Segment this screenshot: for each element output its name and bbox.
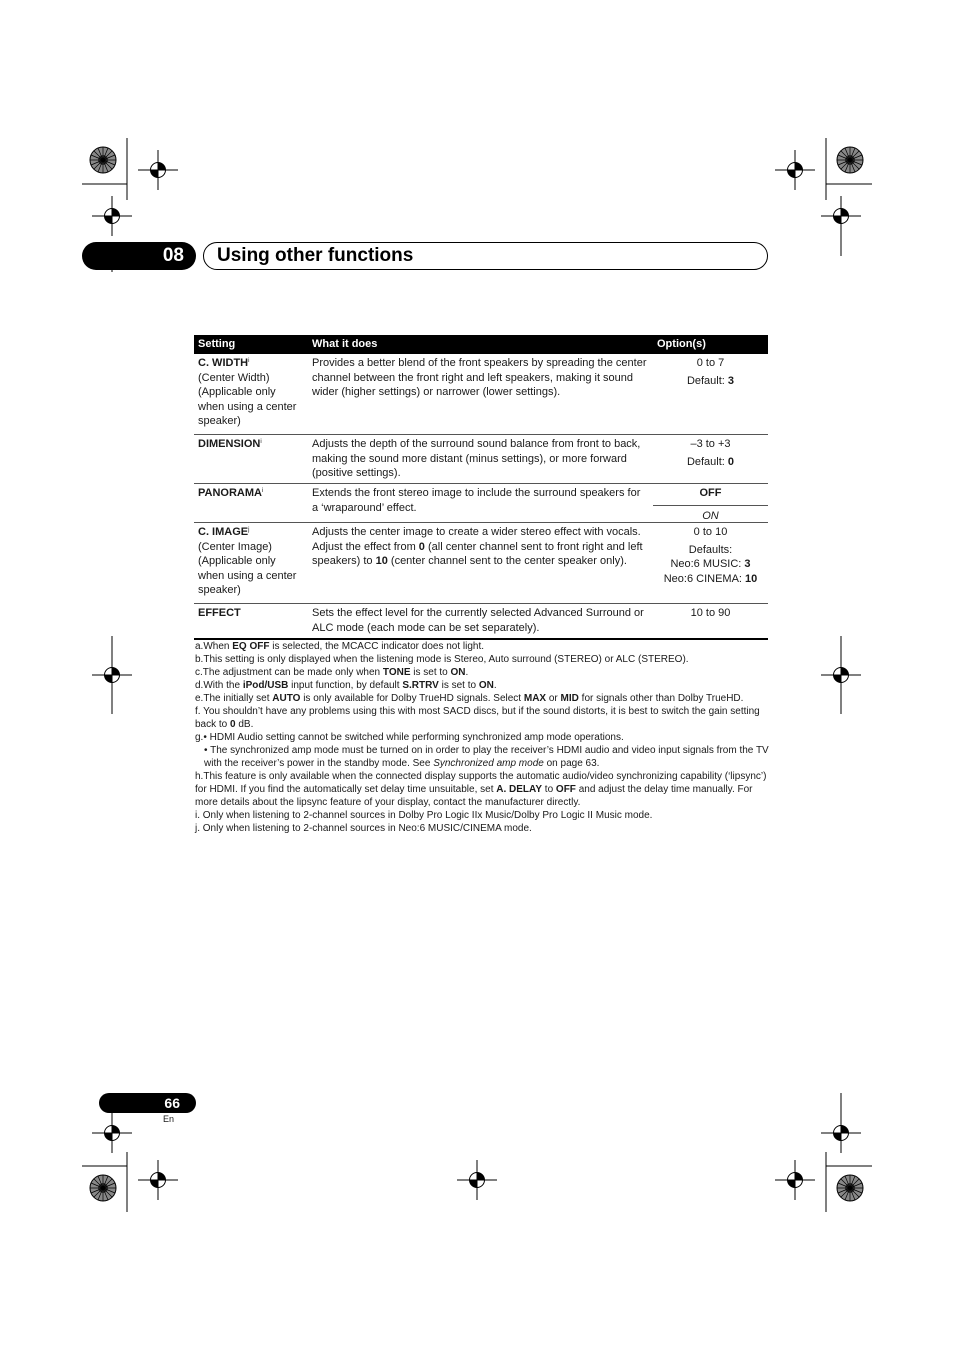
footnote-d: d.With the iPod/USB input function, by default S.RTRV is set to ON. (195, 680, 497, 691)
default-label: Neo:6 MUSIC: (670, 558, 742, 570)
option-on: ON (702, 509, 719, 522)
footnote-ref: i (261, 488, 264, 494)
setting-subtitle: (Center Width) (Applicable only when using a center speaker) (198, 371, 297, 427)
option-range: 0 to 7 (696, 357, 725, 369)
footnote-e: e.The initially set AUTO is only available for Dolby TrueHD signals. Select MAX or MID for signals other than Dolby TrueHD. (195, 693, 744, 704)
page-language: En (163, 1114, 175, 1124)
footnote-ref: i (248, 358, 250, 364)
option-range: –3 to +3 (690, 438, 731, 450)
defaults-label: Defaults: (688, 543, 733, 556)
footnote-c: c.The adjustment can be made only when TONE is set to ON. (195, 667, 469, 678)
setting-subtitle: (Center Image) (Applicable only when using a center speaker) (198, 540, 297, 596)
desc-text: (center channel sent to the center speaker only). (387, 555, 627, 567)
table-header (194, 335, 768, 354)
footnote-g: g.• HDMI Audio setting cannot be switched while performing synchronized amp mode operations. (195, 732, 624, 743)
table-row (194, 604, 768, 640)
option-default (653, 455, 768, 470)
setting-name: C. IMAGE (198, 526, 249, 538)
setting-cell (194, 354, 308, 434)
desc-text: (all center channel sent to front right and left speakers) to (312, 540, 643, 567)
table-row (194, 523, 768, 604)
options-cell (653, 523, 768, 603)
page-number-badge (99, 1093, 196, 1113)
description-cell (308, 523, 653, 603)
chapter-number: 08 (162, 245, 184, 266)
settings-table (194, 335, 768, 640)
desc-text: Adjusts the center image to create a wider stereo effect with vocals. Adjust the effect from (312, 526, 641, 553)
table-row (194, 435, 768, 484)
header-options: Option(s) (657, 338, 706, 351)
footnotes (195, 640, 770, 835)
footnote-g-bullet: • The synchronized amp mode must be turned on in order to play the receiver’s HDMI audio and video input signals from the TV with the receiver’s power in the standby mode. See Synchronized amp mode on page 63. (204, 745, 769, 769)
default-value: 10 (745, 572, 758, 585)
footnote-h: h.This feature is only available when the connected display supports the automatic audio/video synchronizing capability (‘lipsync’) for HDMI. If you find the automatically set delay time unsuitable, set A. DELAY to OFF and adjust the delay time manually. For more details about the lipsync feature of your display, contact the manufacturer directly. (195, 771, 767, 808)
setting-name: C. WIDTH (198, 357, 249, 369)
setting-cell (194, 604, 308, 638)
footnote-i: i. Only when listening to 2-channel sources in Dolby Pro Logic IIx Music/Dolby Pro Logic II Music mode. (195, 810, 653, 821)
default-music (653, 557, 768, 572)
description-cell: Sets the effect level for the currently selected Advanced Surround or ALC mode (each mode can be set separately). (312, 607, 644, 634)
option-default (653, 374, 768, 389)
option-range: 0 to 10 (693, 526, 728, 538)
setting-cell (194, 523, 308, 603)
setting-name: PANORAMA (198, 487, 262, 499)
table-row (194, 354, 768, 435)
setting-cell (194, 484, 308, 522)
page-number: 66 (164, 1095, 180, 1111)
default-value: 3 (744, 558, 751, 570)
options-cell (653, 354, 768, 434)
option-range: 10 to 90 (690, 607, 731, 619)
footnote-j: j. Only when listening to 2-channel sources in Neo:6 MUSIC/CINEMA mode. (195, 823, 532, 834)
footnote-ref: i (260, 439, 262, 445)
description-cell: Extends the front stereo image to include the surround speakers for a ‘wraparound’ effect. (312, 487, 641, 514)
setting-name: EFFECT (198, 607, 241, 619)
footnote-f: f. You shouldn’t have any problems using this with most SACD discs, but if the sound distorts, it is best to switch the gain setting back to 0 dB. (195, 706, 760, 730)
default-label: Default: (686, 374, 725, 387)
header-setting: Setting (198, 338, 236, 351)
footnote-b: b.This setting is only displayed when the listening mode is Stereo, Auto surround (STEREO) or ALC (STEREO). (195, 654, 689, 665)
chapter-number-badge (82, 242, 196, 270)
setting-name: DIMENSION (198, 438, 261, 450)
default-value: 0 (727, 455, 735, 468)
description-cell: Provides a better blend of the front speakers by spreading the center channel between the front right and left speakers, making it sound wider (higher settings) or narrower (lower settings). (312, 357, 647, 398)
chapter-title: Using other functions (217, 245, 414, 266)
default-label: Neo:6 CINEMA: (663, 572, 742, 585)
desc-bold: 10 (375, 555, 388, 567)
options-cell (653, 484, 768, 522)
setting-cell (194, 435, 308, 483)
default-cinema (653, 572, 768, 587)
description-cell: Adjusts the depth of the surround sound balance from front to back, making the sound more distant (minus settings), or more forward (positive settings). (312, 438, 641, 479)
footnote-ref: j (248, 527, 250, 533)
desc-bold: 0 (418, 540, 425, 553)
chapter-title-box (203, 242, 768, 270)
options-cell (653, 604, 768, 638)
default-label: Default: (686, 455, 725, 468)
table-row (194, 484, 768, 523)
header-what-it-does: What it does (312, 338, 378, 351)
footnote-a: a.When EQ OFF is selected, the MCACC indicator does not light. (195, 641, 485, 652)
option-off: OFF (653, 484, 768, 506)
default-value: 3 (727, 374, 735, 387)
options-cell (653, 435, 768, 483)
